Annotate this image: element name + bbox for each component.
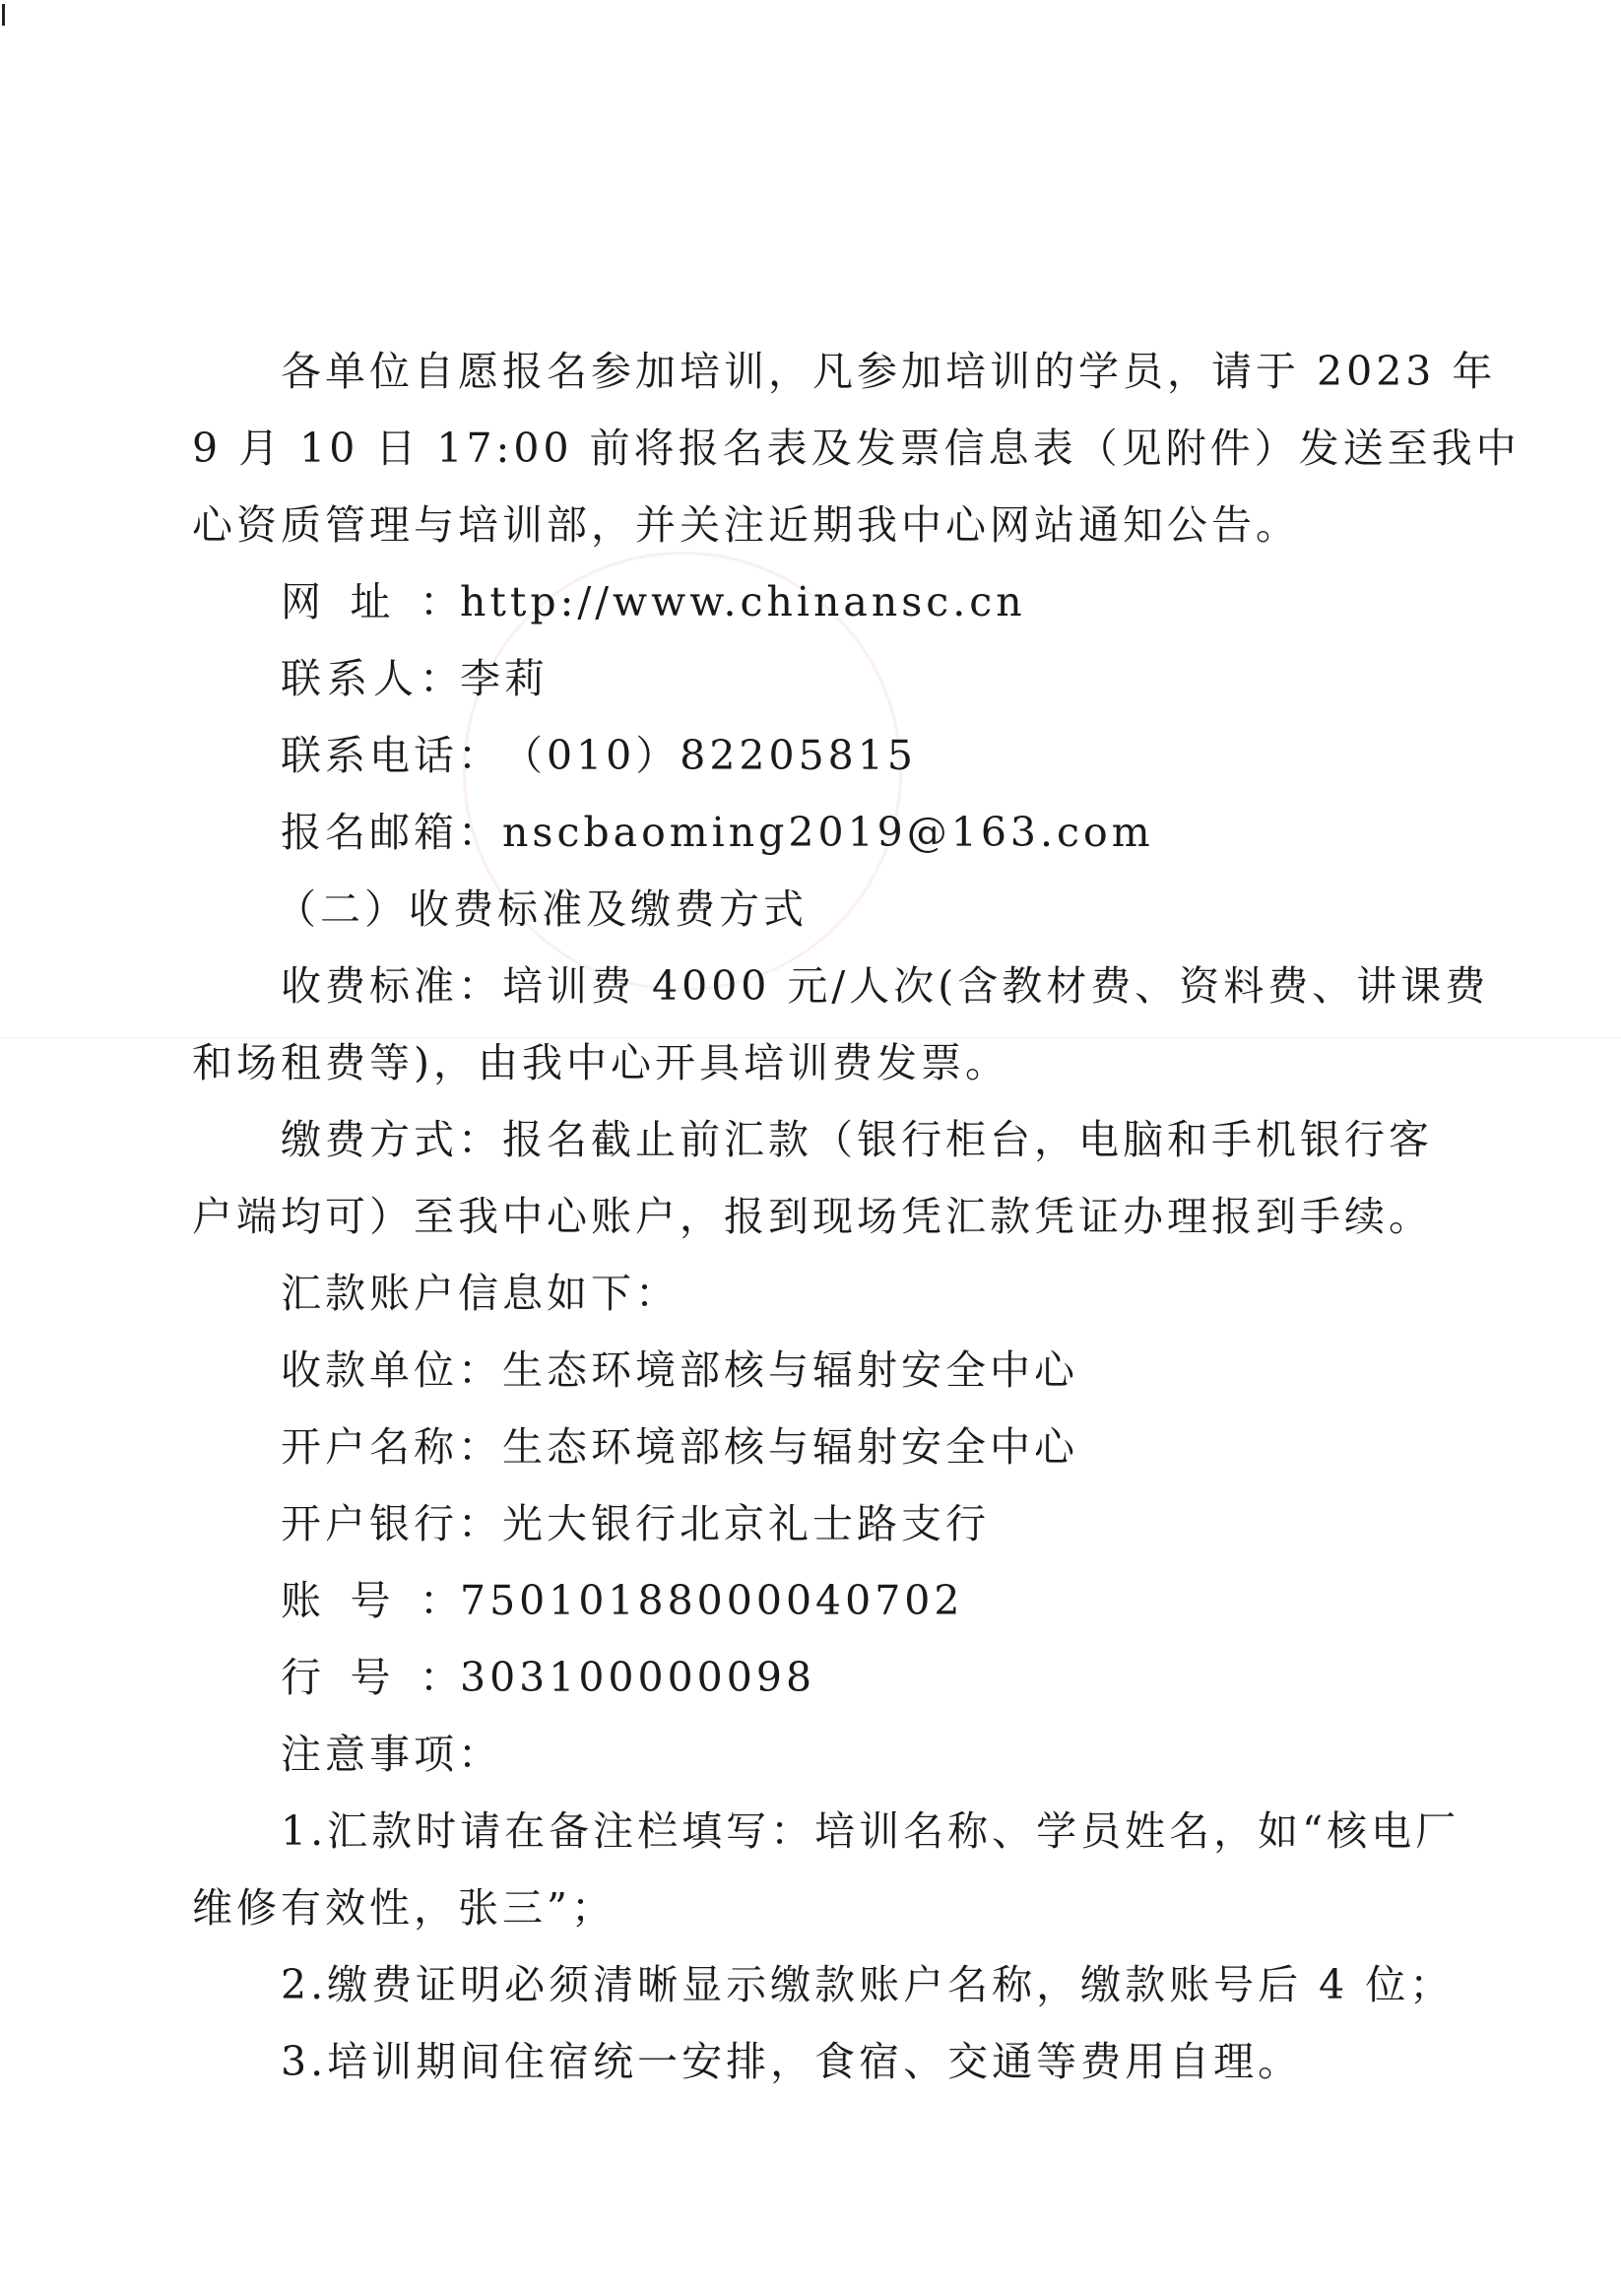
account-number-value: 75010188000040702	[460, 1577, 964, 1624]
payee-row	[281, 1332, 1433, 1409]
account-name-row	[281, 1409, 1433, 1485]
bank-label: 开户银行：	[281, 1500, 502, 1547]
email-value: nscbaoming2019@163.com	[502, 809, 1154, 856]
phone-row	[281, 717, 1433, 794]
website-row	[281, 563, 1433, 640]
email-label: 报名邮箱：	[281, 809, 502, 856]
bank-row	[281, 1485, 1433, 1562]
bank-value: 光大银行北京礼士路支行	[502, 1500, 990, 1547]
account-name-label: 开户名称：	[281, 1423, 502, 1471]
paragraph-line: 9 月 10 日 17:00 前将报名表及发票信息表（见附件）发送至我中	[192, 425, 1521, 472]
bank-code-label: 行号：	[281, 1654, 460, 1701]
paragraph-line: 缴费方式：报名截止前汇款（银行柜台，电脑和手机银行客	[281, 1116, 1433, 1163]
paragraph-line: 户端均可）至我中心账户，报到现场凭汇款凭证办理报到手续。	[192, 1193, 1433, 1240]
phone-value: （010）82205815	[502, 732, 917, 779]
note-item: 3.培训期间住宿统一安排，食宿、交通等费用自理。	[281, 2038, 1303, 2085]
payee-value: 生态环境部核与辐射安全中心	[502, 1346, 1078, 1394]
email-row	[281, 794, 1433, 871]
phone-label: 联系电话：	[281, 732, 502, 779]
note-item: 2.缴费证明必须清晰显示缴款账户名称，缴款账号后 4 位；	[281, 1961, 1455, 2008]
account-number-row	[281, 1562, 1433, 1639]
contact-person-label: 联系人：	[281, 655, 460, 702]
website-label: 网址：	[281, 578, 460, 625]
account-name-value: 生态环境部核与辐射安全中心	[502, 1423, 1078, 1471]
payee-label: 收款单位：	[281, 1346, 502, 1394]
website-value: http://www.chinansc.cn	[460, 578, 1026, 625]
paragraph-line: 各单位自愿报名参加培训，凡参加培训的学员，请于 2023 年	[281, 348, 1497, 395]
section-heading: （二）收费标准及缴费方式	[276, 886, 808, 933]
bank-code-row	[281, 1639, 1433, 1716]
note-item: 1.汇款时请在备注栏填写：培训名称、学员姓名，如“核电厂	[281, 1807, 1460, 1855]
scan-edge-mark	[2, 4, 5, 26]
paragraph-line: 汇款账户信息如下：	[281, 1270, 680, 1317]
paragraph-line: 收费标准：培训费 4000 元/人次(含教材费、资料费、讲课费	[281, 962, 1490, 1010]
notes-heading: 注意事项：	[281, 1731, 502, 1778]
contact-person-row	[281, 640, 1433, 717]
bank-code-value: 303100000098	[460, 1654, 816, 1701]
paragraph-line: 心资质管理与培训部，并关注近期我中心网站通知公告。	[192, 501, 1300, 549]
note-item: 维修有效性，张三”；	[192, 1884, 616, 1932]
paragraph-line: 和场租费等)，由我中心开具培训费发票。	[192, 1039, 1009, 1086]
contact-person-value: 李莉	[460, 655, 549, 702]
account-number-label: 账号：	[281, 1577, 460, 1624]
